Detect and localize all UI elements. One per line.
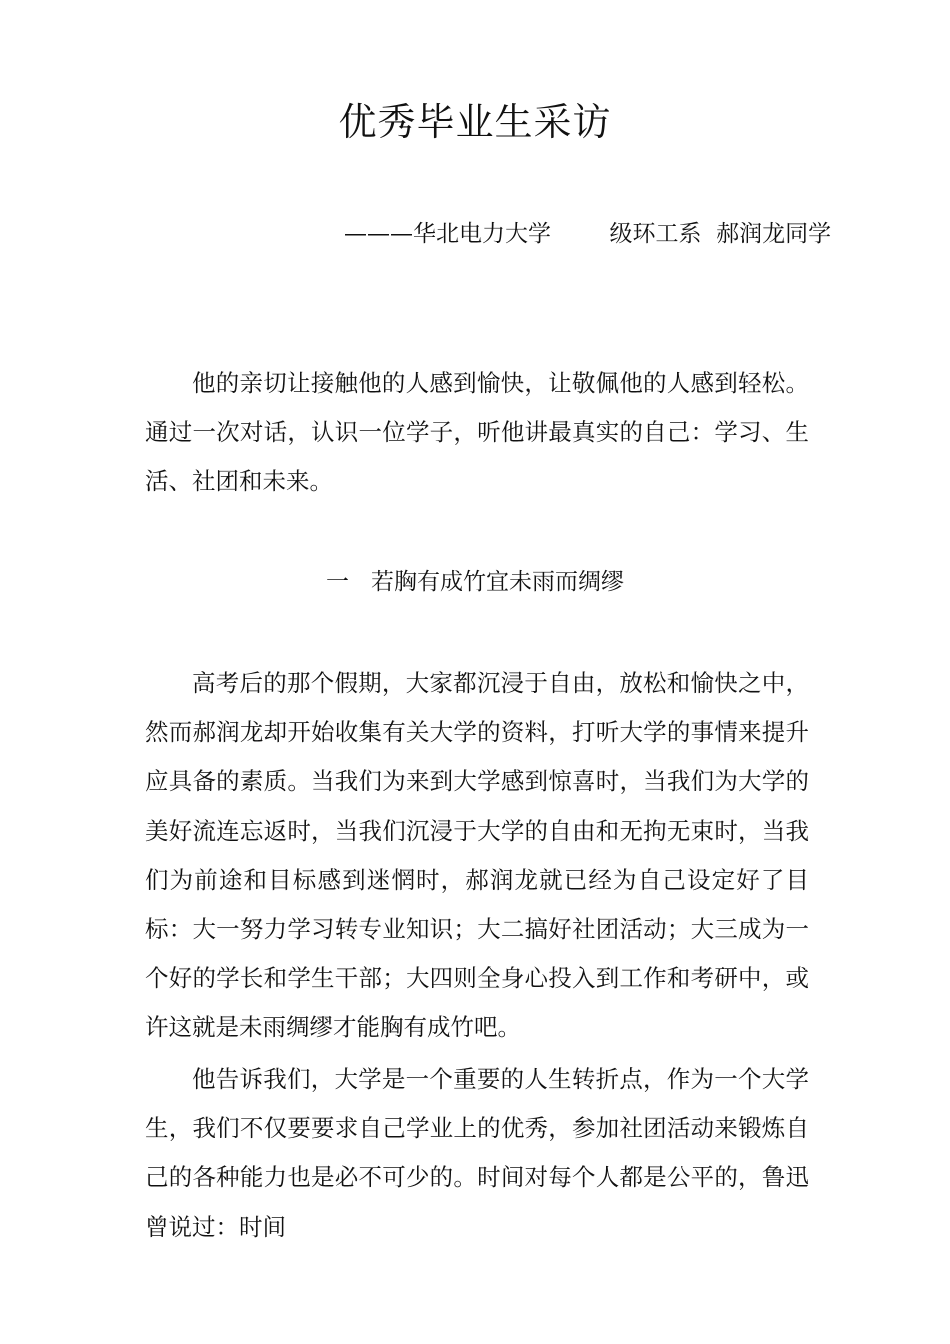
author-byline: ———华北电力大学 级环工系 郝润龙同学 — [344, 221, 832, 247]
section-heading: 一 若胸有成竹宜未雨而绸缪 — [326, 569, 624, 595]
body-paragraph: 他告诉我们，大学是一个重要的人生转折点，作为一个大学生，我们不仅要要求自己学业上的优秀，参加社团活动来锻炼自己的各种能力也是必不可少的。时间对每个人都是公平的，鲁迅曾说过：时间 — [145, 1065, 809, 1241]
document-title: 优秀毕业生采访 — [338, 100, 612, 144]
intro-paragraph: 他的亲切让接触他的人感到愉快，让敬佩他的人感到轻松。通过一次对话，认识一位学子，听他讲最真实的自己：学习、生活、社团和未来。 — [145, 369, 809, 496]
body-paragraph: 高考后的那个假期，大家都沉浸于自由，放松和愉快之中，然而郝润龙却开始收集有关大学的资料，打听大学的事情来提升应具备的素质。当我们为来到大学感到惊喜时，当我们为大学的美好流连忘返时，当我们沉浸于大学的自由和无拘无束时，当我们为前途和目标感到迷惘时，郝润龙就已经为自己设定好了目标：大一努力学习转专业知识；大二搞好社团活动；大三成为一个好的学长和学生干部；大四则全身心投入到工作和考研中，或许这就是未雨绸缪才能胸有成竹吧。 — [145, 669, 809, 1042]
